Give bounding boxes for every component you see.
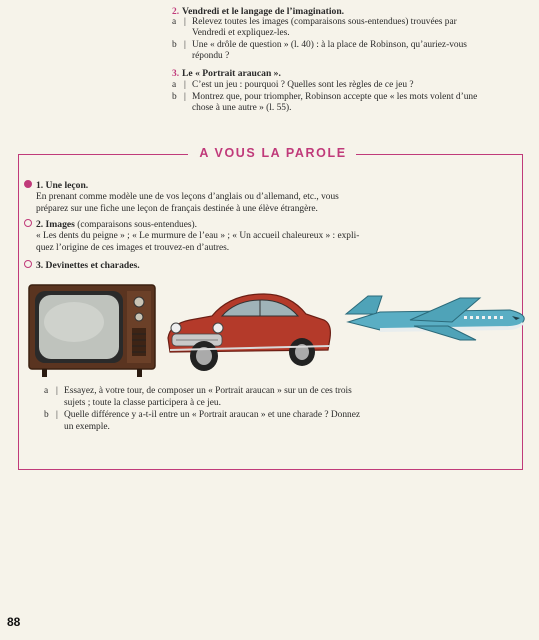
q2a-text-1: Relevez toutes les images (comparaisons sous-entendues) trouvées par [192,17,457,27]
qa-text-1: Essayez, à votre tour, de composer un « Portrait araucan » sur un de ces trois [64,386,352,396]
q3-heading [172,68,281,80]
car-illustration [160,276,336,374]
tv-illustration [26,282,158,378]
item1-title: Une leçon. [45,180,89,191]
item3-number: 3. [36,260,44,271]
q2b-letter: b [172,40,177,50]
q2a-letter: a [172,17,177,27]
item3-title: Devinettes et charades. [45,260,140,271]
item1-line-1: En prenant comme modèle une de vos leçons d’anglais ou d’allemand, etc., vous [36,192,339,202]
item1-number: 1. [36,180,44,191]
qa-line-2: sujets ; toute la classe participera à ce jeu. [64,398,221,408]
q3-title: Le « Portrait araucan ». [182,68,281,79]
item2-line-2: quez l’origine de ces images et trouvez-en d’autres. [36,243,230,253]
q3b-text-1: Montrez que, pour triompher, Robinson accepte que « les mots volent d’une [192,92,478,102]
q2-title: Vendredi et le langage de l’imagination. [182,6,345,17]
filled-bullet-icon [24,180,32,188]
item2-heading [24,219,197,231]
q2a-line: a | Relevez toutes les images (comparaisons sous-entendues) trouvées par [172,17,457,27]
item2-number: 2. [36,219,44,230]
page-number: 88 [7,615,21,629]
q2b-line-2: répondu ? [192,51,230,61]
q2a-line-2: Vendredi et expliquez-les. [192,28,290,38]
hollow-bullet-icon [24,219,32,227]
box-rule-right [356,154,523,155]
q3a-line: a | C’est un jeu : pourquoi ? Quelles sont les règles de ce jeu ? [172,80,414,90]
q3b-line-2: chose à une autre » (l. 55). [192,103,292,113]
q3a-letter: a [172,80,177,90]
item1-line-2: préparez sur une fiche une leçon de français destinée à une élève étrangère. [36,204,318,214]
q2-number: 2. [172,7,180,17]
qb-letter: b [44,410,49,420]
item2-title: Images [45,219,75,230]
qb-line: b | Quelle différence y a-t-il entre un « Portrait araucan » et une charade ? Donnez [44,410,361,420]
item2-line-1: « Les dents du peigne » ; « Le murmure de l’eau » ; « Un accueil chaleureux » : expli- [36,231,360,241]
hollow-bullet-icon [24,260,32,268]
qb-text-1: Quelle différence y a-t-il entre un « Portrait araucan » et une charade ? Donnez [64,410,361,420]
qa-letter: a [44,386,49,396]
item1-heading [24,180,88,192]
box-rule-left [18,154,188,155]
q3b-line: b | Montrez que, pour triompher, Robinson accepte que « les mots volent d’une [172,92,478,102]
q2b-text-1: Une « drôle de question » (l. 40) : à la place de Robinson, qu’auriez-vous [192,40,467,50]
q3a-text-1: C’est un jeu : pourquoi ? Quelles sont les règles de ce jeu ? [192,80,414,90]
q2b-line: b | Une « drôle de question » (l. 40) : à la place de Robinson, qu’auriez-vous [172,40,467,50]
q3b-letter: b [172,92,177,102]
item3-heading [24,260,140,272]
q3-number: 3. [172,69,180,79]
airplane-illustration [340,292,530,344]
box-title: A VOUS LA PAROLE [199,146,347,160]
qb-line-2: un exemple. [64,422,110,432]
item2-title-rest: (comparaisons sous-entendues). [77,220,197,230]
qa-line: a | Essayez, à votre tour, de composer un « Portrait araucan » sur un de ces trois [44,386,352,396]
